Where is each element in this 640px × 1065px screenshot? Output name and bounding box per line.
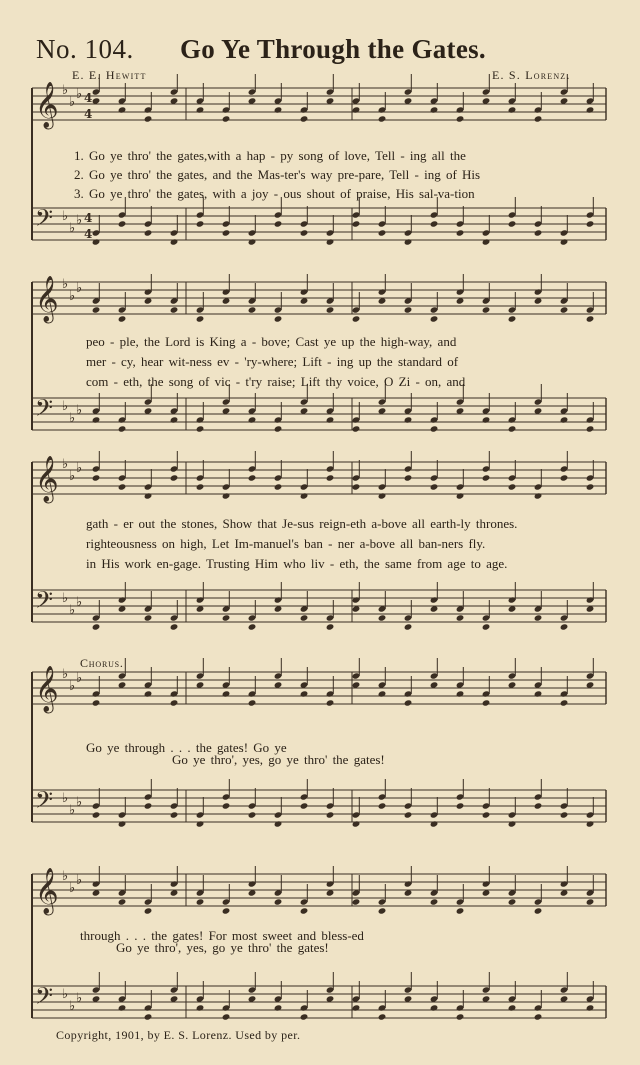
copyright-notice: Copyright, 1901, by E. S. Lorenz. Used by per. <box>56 1028 301 1042</box>
notehead <box>456 614 465 621</box>
notehead <box>222 115 231 122</box>
notehead <box>352 820 361 827</box>
notehead <box>586 315 595 322</box>
notehead <box>144 115 153 122</box>
treble-clef-icon: 𝄞 <box>35 82 59 128</box>
notehead <box>326 699 335 706</box>
flat-icon: ♭ <box>76 87 83 102</box>
flat-icon: ♭ <box>76 281 83 296</box>
notehead <box>586 1004 595 1011</box>
notehead <box>274 315 283 322</box>
notehead <box>118 483 127 490</box>
verse2-line1: 2. Go ye thro' the gates, and the Mas-ter's way pre-pare, Tell - ing of His <box>74 167 481 182</box>
notehead <box>430 820 439 827</box>
notehead <box>534 492 543 499</box>
flat-icon: ♭ <box>76 403 83 418</box>
notehead <box>482 306 491 313</box>
treble-clef-icon: 𝄞 <box>35 666 59 712</box>
notehead <box>196 106 205 113</box>
notehead <box>300 690 309 697</box>
flat-icon: ♭ <box>69 881 76 896</box>
notehead <box>144 492 153 499</box>
notehead <box>378 1013 387 1020</box>
flat-icon: ♭ <box>76 461 83 476</box>
notehead <box>144 690 153 697</box>
notehead <box>196 1004 205 1011</box>
notehead <box>92 416 101 423</box>
notehead <box>326 811 335 818</box>
notehead <box>248 811 257 818</box>
verse3-line3: in His work en-gage. Trusting Him who liv - eth, the same from age to age. <box>86 556 508 571</box>
notehead <box>170 623 179 630</box>
notehead <box>118 820 127 827</box>
notehead <box>352 106 361 113</box>
notehead <box>404 416 413 423</box>
flat-icon: ♭ <box>69 999 76 1014</box>
notehead <box>508 898 517 905</box>
notehead <box>482 699 491 706</box>
notehead <box>196 820 205 827</box>
notehead <box>300 1013 309 1020</box>
notehead <box>274 106 283 113</box>
notehead <box>170 811 179 818</box>
notehead <box>170 416 179 423</box>
flat-icon: ♭ <box>76 213 83 228</box>
notehead <box>534 229 543 236</box>
chorus-label: Chorus. <box>80 656 124 670</box>
flat-icon: ♭ <box>62 667 69 682</box>
notehead <box>430 1004 439 1011</box>
notehead <box>92 238 101 245</box>
notehead <box>222 690 231 697</box>
notehead <box>222 614 231 621</box>
notehead <box>196 898 205 905</box>
notehead <box>144 614 153 621</box>
notehead <box>586 483 595 490</box>
notehead <box>482 811 491 818</box>
notehead <box>534 614 543 621</box>
flat-icon: ♭ <box>76 671 83 686</box>
notehead <box>508 315 517 322</box>
notehead <box>378 229 387 236</box>
notehead <box>326 306 335 313</box>
notehead <box>534 1013 543 1020</box>
notehead <box>92 474 101 481</box>
flat-icon: ♭ <box>76 873 83 888</box>
flat-icon: ♭ <box>69 803 76 818</box>
notehead <box>560 306 569 313</box>
bass-clef-icon: 𝄢 <box>35 204 54 237</box>
notehead <box>456 1013 465 1020</box>
notehead <box>430 425 439 432</box>
notehead <box>508 425 517 432</box>
notehead <box>352 315 361 322</box>
hymn-title: Go Ye Through the Gates. <box>180 34 486 64</box>
notehead <box>274 898 283 905</box>
notehead <box>456 907 465 914</box>
notehead <box>274 425 283 432</box>
notehead <box>92 623 101 630</box>
notehead <box>560 699 569 706</box>
flat-icon: ♭ <box>69 95 76 110</box>
bass-clef-icon: 𝄢 <box>35 586 54 619</box>
notehead <box>92 699 101 706</box>
notehead <box>196 483 205 490</box>
notehead <box>248 474 257 481</box>
lyricist-credit: E. E. Hewitt <box>72 68 147 82</box>
notehead <box>430 106 439 113</box>
notehead <box>300 115 309 122</box>
flat-icon: ♭ <box>62 457 69 472</box>
notehead <box>300 802 309 809</box>
notehead <box>560 474 569 481</box>
flat-icon: ♭ <box>62 987 69 1002</box>
notehead <box>352 898 361 905</box>
notehead <box>248 699 257 706</box>
notehead <box>300 907 309 914</box>
notehead <box>586 820 595 827</box>
notehead <box>118 1004 127 1011</box>
notehead <box>326 623 335 630</box>
notehead <box>586 898 595 905</box>
bass-clef-icon: 𝄢 <box>35 982 54 1015</box>
notehead <box>92 811 101 818</box>
chorus-line2-lower: Go ye thro', yes, go ye thro' the gates! <box>116 940 329 955</box>
notehead <box>508 820 517 827</box>
notehead <box>456 115 465 122</box>
notehead <box>404 811 413 818</box>
flat-icon: ♭ <box>62 209 69 224</box>
time-signature: 4 <box>84 211 93 225</box>
notehead <box>482 238 491 245</box>
notehead <box>404 474 413 481</box>
notehead <box>456 690 465 697</box>
notehead <box>378 802 387 809</box>
verse1-line1: 1. Go ye thro' the gates,with a hap - py song of love, Tell - ing all the <box>74 148 466 163</box>
notehead <box>586 220 595 227</box>
bass-clef-icon: 𝄢 <box>35 786 54 819</box>
notehead <box>92 306 101 313</box>
notehead <box>144 229 153 236</box>
notehead <box>352 1004 361 1011</box>
time-signature: 4 <box>84 107 93 121</box>
notehead <box>378 115 387 122</box>
chorus-line2-upper: through . . . the gates! For most sweet and bless-ed <box>80 928 364 943</box>
notehead <box>508 1004 517 1011</box>
notehead <box>456 229 465 236</box>
notehead <box>378 907 387 914</box>
notehead <box>378 492 387 499</box>
notehead <box>456 492 465 499</box>
notehead <box>430 220 439 227</box>
notehead <box>196 425 205 432</box>
notehead <box>144 802 153 809</box>
notehead <box>300 229 309 236</box>
notehead <box>274 220 283 227</box>
treble-clef-icon: 𝄞 <box>35 868 59 914</box>
notehead <box>560 238 569 245</box>
verse2-line2: mer - cy, hear wit-ness ev - 'ry-where; Lift - ing up the standard of <box>86 354 459 369</box>
notehead <box>300 614 309 621</box>
notehead <box>586 425 595 432</box>
flat-icon: ♭ <box>62 83 69 98</box>
notehead <box>144 907 153 914</box>
notehead <box>274 483 283 490</box>
notehead <box>118 898 127 905</box>
notehead <box>352 483 361 490</box>
hymn-number: No. 104. <box>36 34 134 64</box>
notehead <box>144 1013 153 1020</box>
notehead <box>118 425 127 432</box>
flat-icon: ♭ <box>69 221 76 236</box>
notehead <box>404 306 413 313</box>
notehead <box>222 492 231 499</box>
notehead <box>404 623 413 630</box>
bass-clef-icon: 𝄢 <box>35 394 54 427</box>
notehead <box>404 699 413 706</box>
verse1-line2: peo - ple, the Lord is King a - bove; Cast ye up the high-way, and <box>86 334 457 349</box>
notehead <box>508 483 517 490</box>
notehead <box>222 907 231 914</box>
time-signature: 4 <box>84 227 93 241</box>
treble-clef-icon: 𝄞 <box>35 276 59 322</box>
verse3-line1: 3. Go ye thro' the gates, with a joy - ous shout of praise, His sal-va-tion <box>74 186 475 201</box>
notehead <box>170 699 179 706</box>
flat-icon: ♭ <box>62 277 69 292</box>
chorus-line1-lower: Go ye thro', yes, go ye thro' the gates! <box>172 752 385 767</box>
notehead <box>118 106 127 113</box>
notehead <box>586 106 595 113</box>
notehead <box>196 220 205 227</box>
flat-icon: ♭ <box>69 289 76 304</box>
flat-icon: ♭ <box>76 595 83 610</box>
notehead <box>274 1004 283 1011</box>
notehead <box>534 690 543 697</box>
flat-icon: ♭ <box>62 399 69 414</box>
notehead <box>222 802 231 809</box>
flat-icon: ♭ <box>62 869 69 884</box>
notehead <box>170 306 179 313</box>
notehead <box>222 229 231 236</box>
verse3-line2: com - eth, the song of vic - t'ry raise; Lift thy voice, O Zi - on, and <box>86 374 466 389</box>
notehead <box>560 811 569 818</box>
flat-icon: ♭ <box>62 791 69 806</box>
notehead <box>430 315 439 322</box>
verse1-line3: gath - er out the stones, Show that Je-sus reign-eth a-bove all earth-ly thrones. <box>86 516 518 531</box>
notehead <box>222 1013 231 1020</box>
notehead <box>378 614 387 621</box>
treble-clef-icon: 𝄞 <box>35 456 59 502</box>
flat-icon: ♭ <box>69 469 76 484</box>
notehead <box>248 416 257 423</box>
notehead <box>352 220 361 227</box>
flat-icon: ♭ <box>76 795 83 810</box>
flat-icon: ♭ <box>62 591 69 606</box>
notehead <box>248 623 257 630</box>
notehead <box>508 106 517 113</box>
notehead <box>404 238 413 245</box>
notehead <box>118 315 127 322</box>
notehead <box>560 416 569 423</box>
notehead <box>118 220 127 227</box>
flat-icon: ♭ <box>76 991 83 1006</box>
chorus-line1-upper: Go ye through . . . the gates! Go ye <box>86 740 287 755</box>
verse2-line3: righteousness on high, Let Im-manuel's ban - ner a-bove all ban-ners fly. <box>86 536 486 551</box>
notehead <box>508 220 517 227</box>
notehead <box>196 315 205 322</box>
notehead <box>430 483 439 490</box>
flat-icon: ♭ <box>69 679 76 694</box>
notehead <box>326 238 335 245</box>
notehead <box>170 238 179 245</box>
notehead <box>378 690 387 697</box>
notehead <box>482 474 491 481</box>
notehead <box>560 623 569 630</box>
notehead <box>300 492 309 499</box>
notehead <box>534 907 543 914</box>
notehead <box>482 623 491 630</box>
notehead <box>248 238 257 245</box>
notehead <box>274 820 283 827</box>
notehead <box>534 802 543 809</box>
notehead <box>170 474 179 481</box>
flat-icon: ♭ <box>69 411 76 426</box>
notehead <box>248 306 257 313</box>
flat-icon: ♭ <box>69 603 76 618</box>
composer-credit: E. S. Lorenz. <box>492 68 571 82</box>
notehead <box>326 474 335 481</box>
notehead <box>482 416 491 423</box>
notehead <box>352 425 361 432</box>
time-signature: 4 <box>84 91 93 105</box>
notehead <box>534 115 543 122</box>
notehead <box>430 898 439 905</box>
notehead <box>456 802 465 809</box>
notehead <box>326 416 335 423</box>
